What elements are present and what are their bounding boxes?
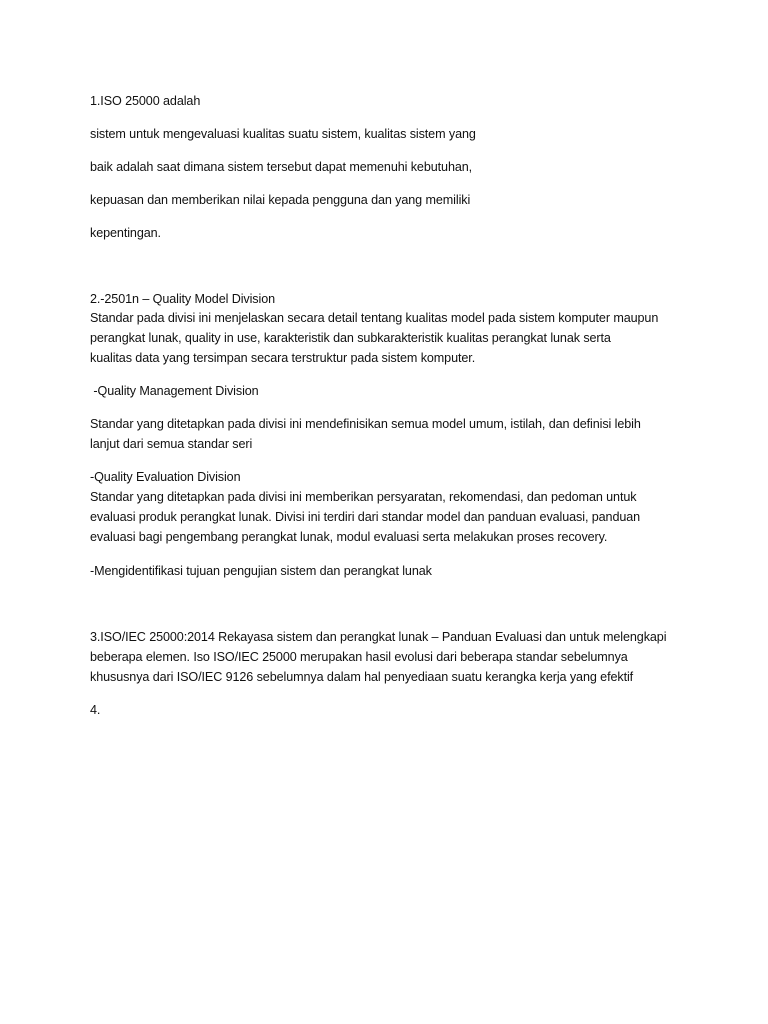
section2-line: kualitas data yang tersimpan secara terstruktur pada sistem komputer. (90, 351, 476, 365)
quality-management-line: lanjut dari semua standar seri (90, 437, 253, 451)
section4-heading: 4. (90, 703, 101, 717)
quality-evaluation-line: Standar yang ditetapkan pada divisi ini memberikan persyaratan, rekomendasi, dan pedoman untuk (90, 490, 637, 504)
section1-heading: 1.ISO 25000 adalah (90, 94, 201, 108)
section2-heading: 2.-2501n – Quality Model Division (90, 292, 276, 306)
quality-evaluation-line: evaluasi bagi pengembang perangkat lunak, modul evaluasi serta melakukan proses recovery. (90, 530, 608, 544)
section1-line: baik adalah saat dimana sistem tersebut dapat memenuhi kebutuhan, (90, 160, 473, 174)
quality-management-heading: -Quality Management Division (90, 384, 259, 398)
section1-line: kepuasan dan memberikan nilai kepada pengguna dan yang memiliki (90, 193, 471, 207)
section3-line: khususnya dari ISO/IEC 9126 sebelumnya dalam hal penyediaan suatu kerangka kerja yang efektif (90, 670, 634, 684)
section3-line: 3.ISO/IEC 25000:2014 Rekayasa sistem dan perangkat lunak – Panduan Evaluasi dan untuk melengkapi (90, 630, 667, 644)
section2-line: perangkat lunak, quality in use, karakteristik dan subkarakteristik kualitas perangkat lunak serta (90, 331, 611, 345)
section3-line: beberapa elemen. Iso ISO/IEC 25000 merupakan hasil evolusi dari beberapa standar sebelumnya (90, 650, 628, 664)
section1-line: kepentingan. (90, 226, 161, 240)
quality-evaluation-heading: -Quality Evaluation Division (90, 470, 241, 484)
quality-evaluation-line: evaluasi produk perangkat lunak. Divisi ini terdiri dari standar model dan panduan evaluasi, panduan (90, 510, 641, 524)
section2-line: Standar pada divisi ini menjelaskan secara detail tentang kualitas model pada sistem komputer maupun (90, 311, 659, 325)
quality-management-line: Standar yang ditetapkan pada divisi ini mendefinisikan semua model umum, istilah, dan definisi lebih (90, 417, 641, 431)
section1-line: sistem untuk mengevaluasi kualitas suatu sistem, kualitas sistem yang (90, 127, 476, 141)
identify-line: -Mengidentifikasi tujuan pengujian sistem dan perangkat lunak (90, 564, 432, 578)
